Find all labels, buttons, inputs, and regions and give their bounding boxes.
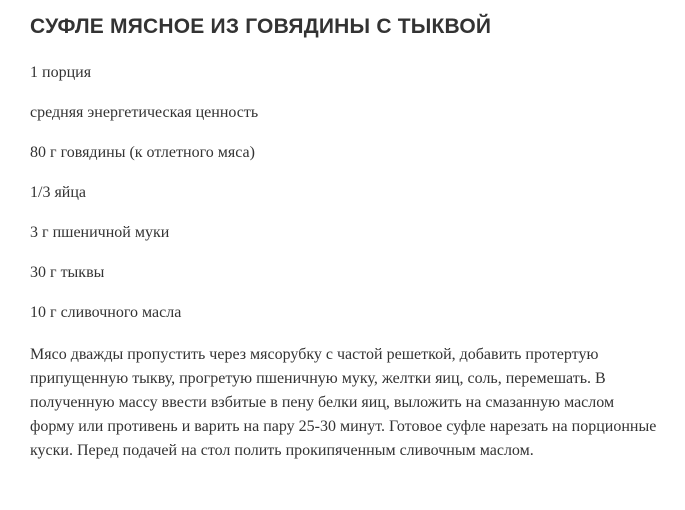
recipe-title: СУФЛЕ МЯСНОЕ ИЗ ГОВЯДИНЫ С ТЫКВОЙ (30, 15, 492, 38)
ingredient-flour: 3 г пшеничной муки (30, 224, 170, 241)
servings-text: 1 порция (30, 64, 92, 81)
instructions-paragraph: Мясо дважды пропустить через мясорубку с частой решеткой, добавить протертую припущенную тыкву, прогретую пшеничную муку, желтки яиц, соль, перемешать. В полученную массу ввести взбитые в пену белки яиц, выложить на смазанную маслом форму или противень и варить на пару 25-30 минут. Готовое суфле нарезать на порционные куски. Перед подачей на стол полить прокипяченным сливочным маслом. (30, 346, 657, 459)
ingredient-butter: 10 г сливочного масла (30, 304, 182, 321)
ingredient-pumpkin: 30 г тыквы (30, 264, 105, 281)
energy-value-text: средняя энергетическая ценность (30, 104, 259, 121)
recipe-article (30, 0, 660, 463)
ingredient-egg: 1/3 яйца (30, 184, 87, 201)
ingredient-beef: 80 г говядины (к отлетного мяса) (30, 144, 255, 161)
